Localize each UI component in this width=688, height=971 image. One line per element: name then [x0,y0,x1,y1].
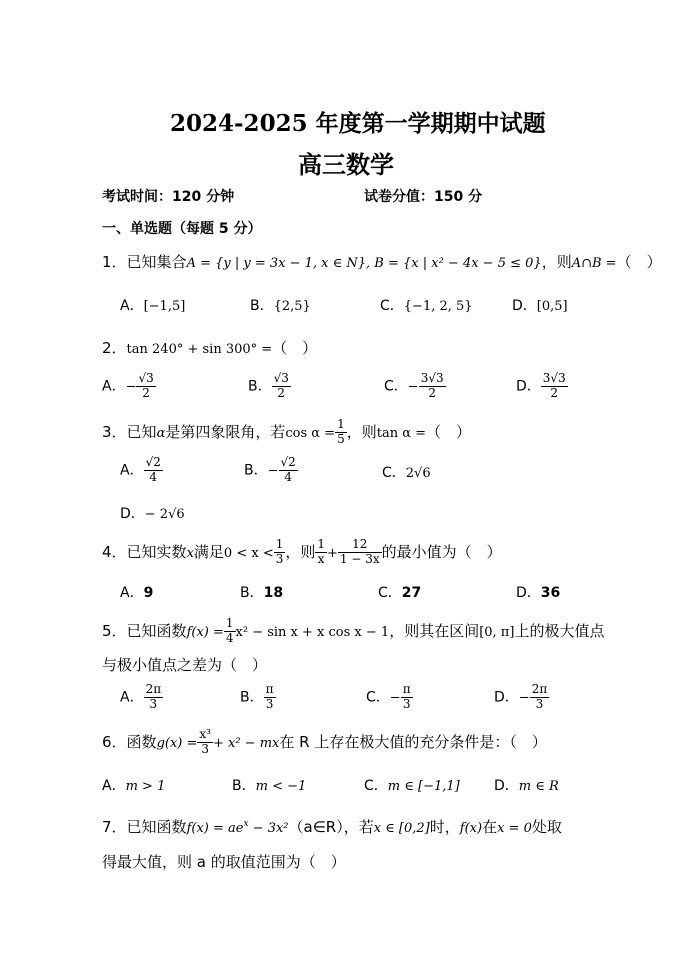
option-a [102,775,165,795]
option-b [244,456,298,485]
question-blank: （ ） [272,339,318,357]
option-label: D． [516,378,541,395]
option-label: A． [120,462,144,479]
fraction-denominator: 3 [275,551,284,566]
question-number: 4． [102,542,127,561]
option-fraction [530,683,550,712]
option-c [380,295,473,315]
question-number: 2． [102,339,127,357]
option-d [494,775,559,795]
question-math: [0, π] [479,624,515,640]
option-c [364,775,460,795]
question-math: tan α = [376,425,427,441]
page-title: 2024-2025 年度第一学期期中试题 [170,110,546,137]
question-number: 5． [102,621,127,640]
option-b [250,295,311,315]
option-a [120,295,185,315]
question-6 [102,728,547,757]
question-text: 已知集合 [126,253,187,271]
question-math: f(x) = ae [186,821,244,836]
option-d [516,372,568,401]
question-fraction [335,418,347,447]
question-math: + x² − mx [212,735,280,751]
option-fraction [541,372,568,401]
fraction-numerator: 1 [225,616,234,630]
question-math: tan 240° + sin 300° = [126,342,273,357]
fraction-denominator: 4 [225,630,234,645]
question-text: 已知函数 [126,818,187,836]
question-text: 在 [482,818,498,836]
option-label: C． [384,378,408,395]
option-label: A． [120,298,144,314]
option-label: D． [494,689,519,706]
question-fraction [197,728,213,757]
fraction-numerator: 1 [337,417,345,431]
option-label: B． [232,778,256,794]
option-c [384,372,446,401]
question-5-line-2: 与极小值点之差为（ ） [102,656,268,674]
question-number: 3． [102,422,127,441]
question-text: 已知实数 [126,542,187,561]
page-subtitle: 高三数学 [298,151,394,179]
option-fraction [144,456,163,485]
option-d [512,295,568,315]
fraction-numerator: √3 [138,371,154,385]
question-math: x² − sin x + x cos x − 1 [235,624,390,640]
question-math: − 3x² [248,821,289,836]
option-label: C． [378,585,402,601]
question-number: 1． [102,253,127,271]
exam-time: 考试时间：120 分钟 [102,189,235,205]
question-math: x [186,545,194,561]
question-2 [102,337,317,358]
option-value: 2√6 [405,466,431,481]
question-number: 7． [102,818,127,836]
fraction-numerator: π [265,682,274,696]
fraction-numerator: 3√3 [542,371,566,385]
option-c [366,683,413,712]
option-value: 9 [143,585,154,601]
fraction-numerator: 3√3 [420,371,444,385]
question-math: α [156,425,166,441]
option-label: D． [512,298,537,314]
question-fraction [338,538,382,567]
option-label: A． [120,585,144,601]
option-label: B． [244,462,268,479]
fraction-numerator: √2 [145,455,161,469]
question-5 [102,617,604,646]
option-value: 27 [401,585,422,601]
option-value: 18 [263,585,284,601]
question-fraction [224,617,236,646]
question-text: ，则 [346,422,377,441]
option-label: D． [516,585,541,601]
fraction-numerator: √2 [280,455,296,469]
question-text: ，则 [541,253,572,271]
fraction-numerator: 1 [317,537,326,551]
option-label: B． [240,689,264,706]
option-b [240,582,283,602]
option-b [240,683,276,712]
option-value: [−1,5] [143,299,186,314]
fraction-denominator: 1 − 3x [339,551,380,566]
question-fraction [274,538,286,567]
question-text: 已知 [126,422,157,441]
fraction-denominator: 5 [337,431,345,446]
option-a [102,372,156,401]
question-7-line-2: 得最大值，则 a 的取值范围为（ ） [102,853,346,871]
option-sign: − [267,463,279,479]
option-a [120,456,163,485]
option-fraction [401,683,413,712]
option-d [494,683,549,712]
option-value: m ∈ R [518,779,559,794]
question-fraction [315,538,327,567]
question-math: cos α = [285,425,336,441]
fraction-denominator: 2 [428,385,436,400]
question-math-sup: x [243,819,249,829]
question-text: 时， [429,818,460,836]
question-text: 满足 [193,542,224,561]
option-label: D． [494,778,519,794]
question-math: x = 0 [497,821,532,836]
option-label: B． [250,298,274,314]
question-4 [102,538,502,567]
option-value: m > 1 [125,779,166,794]
fraction-numerator: 12 [338,538,382,553]
fraction-denominator: 3 [201,741,209,756]
question-text: 是第四象限角，若 [165,422,286,441]
option-c [378,582,421,602]
option-b [232,775,306,795]
option-d [516,582,560,602]
option-label: C． [380,298,404,314]
option-fraction [272,372,291,401]
question-blank: （ ） [426,422,472,441]
option-label: B． [240,585,264,601]
option-a [120,582,153,602]
fraction-denominator: 2 [277,385,286,400]
option-value: {−1, 2, 5} [403,299,473,314]
question-text: 在 R 上存在极大值的充分条件是：（ ） [279,732,547,751]
fraction-numerator: 2π [145,682,162,696]
option-fraction [144,683,164,712]
fraction-denominator: 3 [402,696,411,711]
fraction-denominator: 3 [149,696,158,711]
option-b [248,372,291,401]
option-d [120,503,185,523]
option-fraction [264,683,276,712]
option-fraction [279,456,298,485]
option-label: A． [102,378,126,395]
question-math: A = {y | y = 3x − 1, x ∈ N}, B = {x | x² − 4x − 5 ≤ 0} [186,256,542,271]
option-sign: − [518,690,530,706]
fraction-denominator: 2 [550,385,559,400]
option-label: C． [364,778,388,794]
option-label: B． [248,378,272,395]
option-a [120,683,163,712]
option-value: − 2√6 [144,507,185,522]
question-text: 上的极大值点 [514,621,605,640]
exam-score: 试卷分值：150 分 [364,189,483,205]
question-blank: （ ） [616,253,662,271]
question-math: f(x) [459,821,483,836]
fraction-numerator: x³ [199,727,211,741]
question-7 [102,816,562,837]
fraction-denominator: 3 [535,696,544,711]
question-text: ，则其在区间 [389,621,480,640]
question-text: ，则 [285,542,316,561]
question-text: 处取 [531,818,562,836]
question-3 [102,418,471,447]
option-label: A． [120,689,144,706]
fraction-numerator: √3 [273,371,289,385]
option-label: C． [382,465,406,481]
option-fraction [419,372,446,401]
fraction-denominator: 4 [284,469,292,484]
option-label: D． [120,506,145,522]
option-value: [0,5] [536,299,568,314]
option-value: m ∈ [−1,1] [387,779,460,794]
option-label: C． [366,689,390,706]
option-fraction [136,372,155,401]
option-value: m < −1 [255,779,307,794]
fraction-numerator: 1 [275,537,284,551]
fraction-denominator: 2 [142,385,150,400]
question-math: x ∈ [0,2] [373,821,430,836]
option-value: {2,5} [273,299,311,314]
question-1 [102,251,662,272]
option-sign: − [125,379,137,395]
option-label: A． [102,778,126,794]
fraction-numerator: π [402,682,411,696]
question-math: f(x) = [186,624,224,640]
option-sign: − [389,690,401,706]
option-c [382,462,431,482]
question-text: （a∈R），若 [288,818,374,836]
option-value: 36 [540,585,561,601]
question-math: 0 < x < [223,545,274,561]
fraction-numerator: 2π [531,682,548,696]
section-heading: 一、单选题（每题 5 分） [102,221,262,237]
option-sign: − [407,379,419,395]
question-text: 已知函数 [126,621,187,640]
fraction-denominator: x [317,551,325,566]
fraction-denominator: 3 [265,696,274,711]
question-number: 6． [102,732,127,751]
question-math: + [327,545,338,561]
question-text: 的最小值为（ ） [381,542,502,561]
question-math: g(x) = [156,735,198,751]
fraction-denominator: 4 [149,469,158,484]
question-math: A∩B = [571,256,617,271]
question-text: 函数 [126,732,157,751]
